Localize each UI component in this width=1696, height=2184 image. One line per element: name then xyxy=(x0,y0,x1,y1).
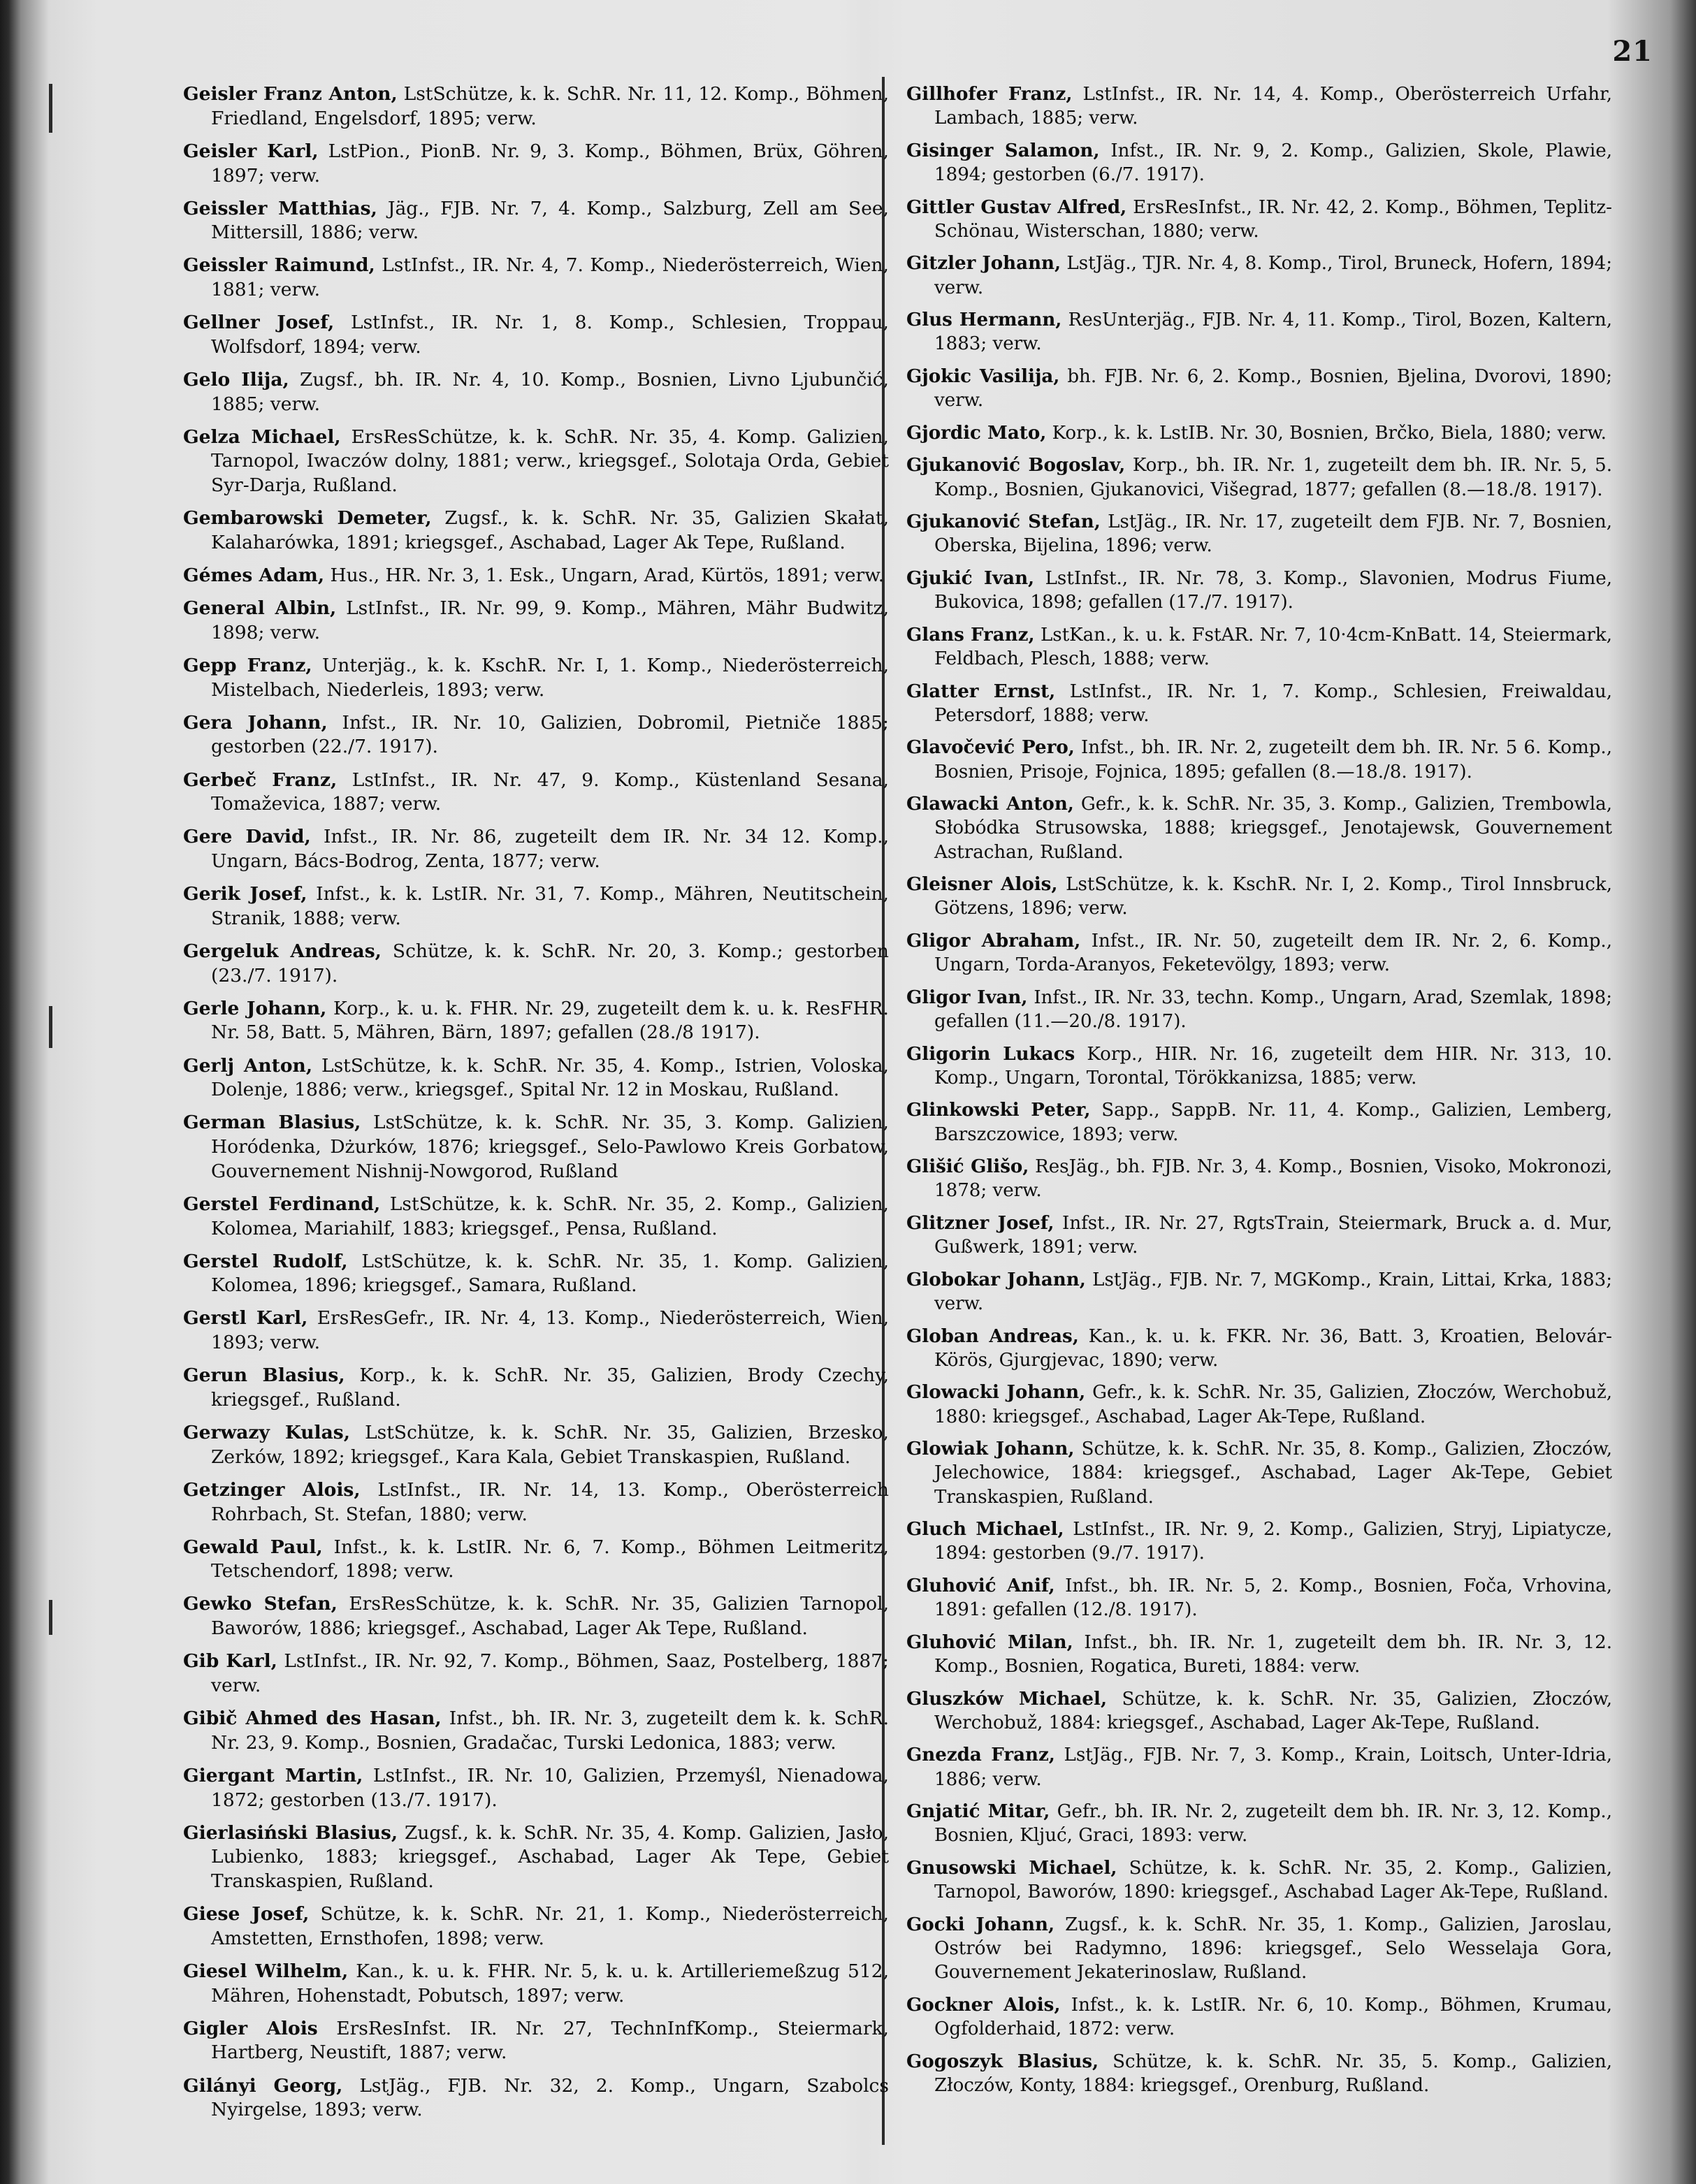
entry-name: Geissler Matthias, xyxy=(183,197,377,219)
register-entry xyxy=(906,929,1612,977)
entry-text xyxy=(183,1111,889,1184)
register-entry xyxy=(183,1250,889,1298)
register-entry xyxy=(906,1042,1612,1090)
entry-name: Giese Josef, xyxy=(183,1903,310,1925)
entry-name: Gleisner Alois, xyxy=(906,873,1058,896)
entry-text xyxy=(183,564,889,588)
entry-text xyxy=(906,82,1612,130)
entry-details: Kan., k. u. k. FKR. Nr. 36, Batt. 3, Kroatien, Belovár-Körös, Gjurgjevac, 1890; verw. xyxy=(934,1325,1612,1371)
entry-text xyxy=(183,254,889,302)
entry-details: Kan., k. u. k. FHR. Nr. 5, k. u. k. Artilleriemeßzug 512, Mähren, Hohenstadt, Pobutsch, 1897; verw. xyxy=(211,1960,889,2007)
entry-details: LstSchütze, k. k. SchR. Nr. 11, 12. Komp., Böhmen, Friedland, Engelsdorf, 1895; verw. xyxy=(211,83,889,129)
register-entry xyxy=(906,510,1612,558)
register-entry xyxy=(906,567,1612,614)
register-entry xyxy=(183,1364,889,1412)
entry-details: LstInfst., IR. Nr. 4, 7. Komp., Niederösterreich, Wien, 1881; verw. xyxy=(211,254,889,301)
register-entry xyxy=(906,1381,1612,1428)
entry-text xyxy=(183,1536,889,1584)
entry-text xyxy=(906,1856,1612,1904)
register-entry xyxy=(183,1650,889,1698)
register-entry xyxy=(906,623,1612,671)
entry-details: Zugsf., k. k. SchR. Nr. 35, 1. Komp., Galizien, Jaroslau, Ostrów bei Radymno, 1896: kriegsgef., Selo Wesselaja Gora, Gouvernement Jekaterinoslaw, Rußland. xyxy=(934,1914,1613,1983)
entry-details: Zugsf., k. k. SchR. Nr. 35, 4. Komp. Galizien, Jasło, Lubienko, 1883; kriegsgef., Aschabad, Lager Ak Tepe, Gebiet Transkaspien, Rußland. xyxy=(211,1821,889,1893)
register-entry xyxy=(183,1421,889,1469)
register-entry xyxy=(906,1743,1612,1791)
entry-name: Gluhović Anif, xyxy=(906,1574,1055,1596)
entry-text xyxy=(906,421,1612,445)
register-entry xyxy=(183,1960,889,2008)
register-entry xyxy=(183,1478,889,1527)
entry-details: LstSchütze, k. k. SchR. Nr. 35, 3. Komp. Galizien, Horódenka, Dżurków, 1876; kriegsgef., Selo-Pawlowo Kreis Gorbatow, Gouvernement Nishnij-Nowgorod, Rußland xyxy=(211,1112,889,1182)
register-entry xyxy=(183,1193,889,1241)
entry-name: Giergant Martin, xyxy=(183,1764,363,1786)
register-entry xyxy=(906,308,1612,356)
entry-name: Geisler Franz Anton, xyxy=(183,83,398,105)
entry-text xyxy=(183,1764,889,1812)
entry-text xyxy=(906,1155,1612,1202)
entry-text xyxy=(906,1098,1613,1146)
entry-name: Gilányi Georg, xyxy=(183,2074,343,2097)
entry-details: Schütze, k. k. SchR. Nr. 35, 5. Komp., Galizien, Złoczów, Konty, 1884: kriegsgef., Orenburg, Rußland. xyxy=(934,2051,1612,2096)
entry-details: LstSchütze, k. k. SchR. Nr. 35, 1. Komp. Galizien, Kolomea, 1896; kriegsgef., Samara, Rußland. xyxy=(211,1250,889,1297)
entry-text xyxy=(183,425,889,498)
entry-text xyxy=(906,986,1613,1033)
entry-details: Infst., IR. Nr. 33, techn. Komp., Ungarn, Arad, Szemlak, 1898; gefallen (11.—20./8. 1917). xyxy=(934,987,1613,1032)
entry-details: Infst., k. k. LstIR. Nr. 6, 7. Komp., Böhmen Leitmeritz, Tetschendorf, 1898; verw. xyxy=(211,1536,889,1582)
entry-name: Glawacki Anton, xyxy=(906,793,1074,815)
entry-text xyxy=(183,1960,889,2008)
entry-text xyxy=(183,769,889,817)
entry-text xyxy=(183,2074,889,2123)
entry-text xyxy=(183,882,889,931)
register-entry xyxy=(906,82,1612,130)
entry-text xyxy=(906,1913,1613,1985)
entry-text xyxy=(906,1325,1612,1372)
register-entry xyxy=(906,139,1612,187)
entry-text xyxy=(183,82,889,131)
register-entry xyxy=(183,197,889,245)
entry-details: ErsResInfst., IR. Nr. 42, 2. Komp., Böhmen, Teplitz-Schönau, Wisterschan, 1880; verw. xyxy=(934,196,1612,242)
entry-details: ResUnterjäg., FJB. Nr. 4, 11. Komp., Tirol, Bozen, Kaltern, 1883; verw. xyxy=(934,310,1612,355)
register-entry xyxy=(906,873,1612,920)
entry-name: German Blasius, xyxy=(183,1112,361,1134)
entry-name: Gierlasiński Blasius, xyxy=(183,1821,398,1844)
entry-text xyxy=(906,1631,1613,1678)
entry-name: Gnjatić Mitar, xyxy=(906,1800,1050,1823)
entry-text xyxy=(906,252,1612,299)
entry-details: Infst., bh. IR. Nr. 2, zugeteilt dem bh. IR. Nr. 5 6. Komp., Bosnien, Prisoje, Fojnica, 1895; gefallen (8.—18./8. 1917). xyxy=(934,737,1613,782)
entry-text xyxy=(183,1821,889,1894)
entry-text xyxy=(183,1250,889,1298)
entry-details: LstSchütze, k. k. SchR. Nr. 35, 2. Komp., Galizien, Kolomea, Mariahilf, 1883; kriegsgef., Pensa, Rußland. xyxy=(211,1193,889,1239)
entry-details: LstInfst., IR. Nr. 14, 4. Komp., Oberösterreich Urfahr, Lambach, 1885; verw. xyxy=(934,84,1612,129)
entry-text xyxy=(183,507,889,555)
register-entry xyxy=(906,1993,1612,2041)
entry-details: LstJäg., FJB. Nr. 7, MGKomp., Krain, Littai, Krka, 1883; verw. xyxy=(934,1269,1612,1314)
register-entry xyxy=(906,421,1612,445)
entry-details: Gefr., k. k. SchR. Nr. 35, 3. Komp., Galizien, Trembowla, Słobódka Strusowska, 1888; kriegsgef., Jenotajewsk, Gouvernement Astrachan, Rußland. xyxy=(934,794,1613,863)
entry-details: Korp., k. u. k. FHR. Nr. 29, zugeteilt dem k. u. k. ResFHR. Nr. 58, Batt. 5, Mähren, Bärn, 1897; gefallen (28./8 1917). xyxy=(211,997,889,1044)
entry-text xyxy=(183,654,889,702)
entry-text xyxy=(906,623,1612,671)
entry-text xyxy=(906,510,1612,558)
entry-name: Gelo Ilija, xyxy=(183,368,289,391)
entry-details: LstJäg., FJB. Nr. 7, 3. Komp., Krain, Loitsch, Unter-Idria, 1886; verw. xyxy=(934,1745,1613,1790)
entry-details: LstKan., k. u. k. FstAR. Nr. 7, 10·4cm-KnBatt. 14, Steiermark, Feldbach, Plesch, 1888; verw. xyxy=(934,624,1612,669)
entry-details: LstSchütze, k. k. SchR. Nr. 35, Galizien, Brzesko, Zerków, 1892; kriegsgef., Kara Kala, Gebiet Transkaspien, Rußland. xyxy=(211,1422,889,1468)
entry-details: LstSchütze, k. k. KschR. Nr. I, 2. Komp., Tirol Innsbruck, Götzens, 1896; verw. xyxy=(934,874,1612,919)
entry-name: Gjokic Vasilija, xyxy=(906,365,1060,387)
register-entry xyxy=(183,1111,889,1184)
entry-name: Glowiak Johann, xyxy=(906,1438,1075,1460)
entry-details: bh. FJB. Nr. 6, 2. Komp., Bosnien, Bjelina, Dvorovi, 1890; verw. xyxy=(934,365,1612,412)
entry-name: Gib Karl, xyxy=(183,1650,277,1673)
register-entry xyxy=(183,769,889,817)
entry-name: Gelza Michael, xyxy=(183,425,341,448)
entry-details: ResJäg., bh. FJB. Nr. 3, 4. Komp., Bosnien, Visoko, Mokronozi, 1878; verw. xyxy=(934,1156,1612,1202)
entry-name: Gisinger Salamon, xyxy=(906,139,1100,161)
register-entry xyxy=(183,1592,889,1640)
entry-details: LstInfst., IR. Nr. 47, 9. Komp., Küstenland Sesana, Tomaževica, 1887; verw. xyxy=(211,769,889,815)
entry-name: Glatter Ernst, xyxy=(906,680,1056,702)
entry-details: LstInfst., IR. Nr. 1, 8. Komp., Schlesien, Troppau, Wolfsdorf, 1894; verw. xyxy=(211,312,889,358)
entry-text xyxy=(906,1800,1613,1847)
register-entry xyxy=(183,997,889,1045)
entry-text xyxy=(906,929,1612,977)
entry-text xyxy=(183,1193,889,1241)
entry-text xyxy=(906,2050,1612,2097)
entry-name: Gerle Johann, xyxy=(183,997,327,1019)
register-entry xyxy=(183,2017,889,2065)
register-entry xyxy=(183,654,889,702)
entry-details: Korp., HIR. Nr. 16, zugeteilt dem HIR. Nr. 313, 10. Komp., Ungarn, Torontal, Törökkanizsa, 1885; verw. xyxy=(934,1043,1613,1089)
register-entry xyxy=(906,1098,1612,1146)
entry-name: Gémes Adam, xyxy=(183,565,325,587)
register-entry xyxy=(183,1764,889,1812)
entry-details: Infst., k. k. LstIR. Nr. 6, 10. Komp., Böhmen, Krumau, Ogfolderhaid, 1872: verw. xyxy=(934,1994,1612,2039)
entry-name: Gerbeč Franz, xyxy=(183,769,338,791)
entry-text xyxy=(906,1381,1613,1428)
entry-name: Gocki Johann, xyxy=(906,1913,1055,1935)
entry-text xyxy=(906,1743,1613,1791)
entry-name: Gitzler Johann, xyxy=(906,252,1061,275)
register-entry xyxy=(183,507,889,555)
entry-details: Zugsf., k. k. SchR. Nr. 35, Galizien Skałat, Kalaharówka, 1891; kriegsgef., Aschabad, Lager Ak Tepe, Rußland. xyxy=(211,507,889,553)
entry-name: Gerstl Karl, xyxy=(183,1307,308,1330)
entry-details: Infst., IR. Nr. 10, Galizien, Dobromil, Pietniče 1885; gestorben (22./7. 1917). xyxy=(211,711,889,758)
register-entry xyxy=(183,597,889,645)
entry-name: Glitzner Josef, xyxy=(906,1211,1054,1234)
register-entry xyxy=(906,365,1612,412)
entry-name: Gibič Ahmed des Hasan, xyxy=(183,1708,442,1730)
register-entry xyxy=(183,82,889,131)
entry-details: Hus., HR. Nr. 3, 1. Esk., Ungarn, Arad, Kürtös, 1891; verw. xyxy=(330,565,885,587)
entry-name: Glinkowski Peter, xyxy=(906,1099,1091,1121)
entry-details: LstInfst., IR. Nr. 1, 7. Komp., Schlesien, Freiwaldau, Petersdorf, 1888; verw. xyxy=(934,680,1613,726)
entry-name: Gerlj Anton, xyxy=(183,1054,313,1077)
entry-name: Gellner Josef, xyxy=(183,312,335,334)
left-column xyxy=(183,82,889,2131)
entry-text xyxy=(183,140,889,188)
register-entry xyxy=(906,1913,1612,1985)
register-entry xyxy=(183,882,889,931)
entry-details: Schütze, k. k. SchR. Nr. 35, Galizien, Złoczów, Werchobuž, 1884: kriegsgef., Aschabad, Lager Ak-Tepe, Rußland. xyxy=(934,1688,1612,1733)
entry-text xyxy=(183,940,889,988)
entry-name: Gera Johann, xyxy=(183,711,328,734)
entry-text xyxy=(183,597,889,645)
binding-edge-mark xyxy=(49,1600,52,1635)
entry-name: Gerun Blasius, xyxy=(183,1364,345,1387)
entry-name: Gerwazy Kulas, xyxy=(183,1422,350,1444)
entry-name: Glus Hermann, xyxy=(906,309,1062,331)
entry-text xyxy=(906,139,1613,187)
entry-details: Zugsf., bh. IR. Nr. 4, 10. Komp., Bosnien, Livno Ljubunčić, 1885; verw. xyxy=(211,368,889,415)
right-column xyxy=(906,82,1612,2106)
entry-name: Gluszków Michael, xyxy=(906,1687,1108,1710)
entry-name: Gittler Gustav Alfred, xyxy=(906,196,1127,218)
entry-text xyxy=(183,1054,889,1102)
entry-details: ErsResSchütze, k. k. SchR. Nr. 35, 4. Komp. Galizien, Tarnopol, Iwaczów dolny, 1881; verw., kriegsgef., Solotaja Orda, Gebiet Syr-Darja, Rußland. xyxy=(211,425,889,497)
entry-details: Gefr., bh. IR. Nr. 2, zugeteilt dem bh. IR. Nr. 3, 12. Komp., Bosnien, Kljuć, Graci, 1893: verw. xyxy=(934,1801,1613,1847)
entry-name: Gnezda Franz, xyxy=(906,1744,1055,1766)
entry-name: Glowacki Johann, xyxy=(906,1381,1086,1404)
entry-name: Gluch Michael, xyxy=(906,1518,1064,1541)
entry-details: LstJäg., IR. Nr. 17, zugeteilt dem FJB. Nr. 7, Bosnien, Oberska, Bijelina, 1896; verw. xyxy=(934,511,1612,557)
register-entry xyxy=(906,1325,1612,1372)
entry-name: Gligor Ivan, xyxy=(906,986,1028,1008)
entry-text xyxy=(183,711,889,759)
entry-text xyxy=(183,825,889,873)
register-entry xyxy=(183,2074,889,2123)
entry-details: Korp., bh. IR. Nr. 1, zugeteilt dem bh. IR. Nr. 5, 5. Komp., Bosnien, Gjukanovici, Višegrad, 1877; gefallen (8.—18./8. 1917). xyxy=(934,455,1612,500)
register-entry xyxy=(906,1268,1612,1316)
register-entry xyxy=(183,1902,889,1951)
entry-text xyxy=(906,736,1613,783)
register-entry xyxy=(906,252,1612,299)
entry-details: Infst., IR. Nr. 50, zugeteilt dem IR. Nr. 2, 6. Komp., Ungarn, Torda-Aranyos, Feketevölgy, 1893; verw. xyxy=(934,930,1612,976)
register-entry xyxy=(906,1574,1612,1622)
entry-name: Globokar Johann, xyxy=(906,1268,1086,1290)
entry-text xyxy=(183,1421,889,1469)
register-entry xyxy=(906,1437,1612,1509)
entry-text xyxy=(183,311,889,359)
entry-text xyxy=(906,1437,1612,1509)
entry-details: Infst., k. k. LstIR. Nr. 31, 7. Komp., Mähren, Neutitschein, Stranik, 1888; verw. xyxy=(211,883,889,929)
binding-edge-mark xyxy=(49,84,52,133)
register-entry xyxy=(906,736,1612,783)
entry-details: LstInfst., IR. Nr. 92, 7. Komp., Böhmen, Saaz, Postelberg, 1887; verw. xyxy=(211,1650,889,1696)
entry-details: Sapp., SappB. Nr. 11, 4. Komp., Galizien, Lemberg, Barszczowice, 1893; verw. xyxy=(934,1100,1613,1145)
entry-name: Gerik Josef, xyxy=(183,883,307,905)
entry-name: Globan Andreas, xyxy=(906,1325,1079,1347)
entry-text xyxy=(906,873,1612,920)
entry-name: Glišić Glišo, xyxy=(906,1156,1029,1178)
entry-text xyxy=(183,197,889,245)
entry-text xyxy=(906,1268,1612,1316)
register-entry xyxy=(183,1536,889,1584)
entry-name: Gjukić Ivan, xyxy=(906,567,1035,589)
entry-details: LstSchütze, k. k. SchR. Nr. 35, 4. Komp., Istrien, Voloska, Dolenje, 1886; verw., kriegsgef., Spital Nr. 12 in Moskau, Rußland. xyxy=(211,1054,889,1101)
entry-text xyxy=(906,1211,1613,1259)
entry-text xyxy=(183,1478,889,1527)
entry-details: Schütze, k. k. SchR. Nr. 21, 1. Komp., Niederösterreich, Amstetten, Ernsthofen, 1898; verw. xyxy=(211,1903,889,1949)
entry-text xyxy=(183,997,889,1045)
entry-text xyxy=(906,453,1612,501)
entry-text xyxy=(183,1364,889,1412)
entry-text xyxy=(906,680,1613,727)
entry-details: ErsResSchütze, k. k. SchR. Nr. 35, Galizien Tarnopol, Baworów, 1886; kriegsgef., Aschabad, Lager Ak Tepe, Rußland. xyxy=(211,1593,889,1640)
register-entry xyxy=(906,453,1612,501)
entry-details: ErsResInfst. IR. Nr. 27, TechnInfKomp., Steiermark, Hartberg, Neustift, 1887; verw. xyxy=(211,2017,889,2064)
entry-name: Getzinger Alois, xyxy=(183,1478,361,1501)
entry-details: LstJäg., TJR. Nr. 4, 8. Komp., Tirol, Bruneck, Hofern, 1894; verw. xyxy=(934,253,1612,298)
entry-name: General Albin, xyxy=(183,597,337,620)
register-entry xyxy=(183,1707,889,1755)
entry-name: Gjordic Mato, xyxy=(906,421,1047,444)
entry-text xyxy=(183,2017,889,2065)
register-entry xyxy=(906,680,1612,727)
entry-details: ErsResGefr., IR. Nr. 4, 13. Komp., Niederösterreich, Wien, 1893; verw. xyxy=(211,1307,889,1354)
entry-details: LstPion., PionB. Nr. 9, 3. Komp., Böhmen, Brüx, Göhren, 1897; verw. xyxy=(211,140,889,187)
entry-name: Gerstel Rudolf, xyxy=(183,1250,348,1272)
register-entry xyxy=(183,825,889,873)
entry-name: Gogoszyk Blasius, xyxy=(906,2050,1099,2072)
register-entry xyxy=(183,425,889,498)
entry-details: Gefr., k. k. SchR. Nr. 35, Galizien, Złoczów, Werchobuž, 1880: kriegsgef., Aschabad, Lager Ak-Tepe, Rußland. xyxy=(934,1382,1613,1427)
entry-details: Jäg., FJB. Nr. 7, 4. Komp., Salzburg, Zell am See, Mittersill, 1886; verw. xyxy=(211,197,889,244)
register-entry xyxy=(183,1821,889,1894)
entry-name: Gjukanović Bogoslav, xyxy=(906,454,1126,476)
entry-details: LstInfst., IR. Nr. 9, 2. Komp., Galizien, Stryj, Lipiatycze, 1894: gestorben (9./7. 1917). xyxy=(934,1519,1613,1564)
entry-text xyxy=(183,1707,889,1755)
entry-details: LstInfst., IR. Nr. 14, 13. Komp., Oberösterreich Rohrbach, St. Stefan, 1880; verw. xyxy=(211,1478,889,1525)
register-entry xyxy=(906,1517,1612,1565)
entry-text xyxy=(906,1993,1612,2041)
register-entry xyxy=(906,1155,1612,1202)
entry-name: Gligor Abraham, xyxy=(906,929,1081,952)
register-entry xyxy=(183,140,889,188)
entry-name: Gligorin Lukacs xyxy=(906,1042,1075,1065)
register-entry xyxy=(183,564,889,588)
register-entry xyxy=(906,196,1612,243)
entry-text xyxy=(906,792,1613,864)
entry-details: Unterjäg., k. k. KschR. Nr. I, 1. Komp., Niederösterreich, Mistelbach, Niederleis, 1893; verw. xyxy=(211,654,889,701)
entry-details: Schütze, k. k. SchR. Nr. 20, 3. Komp.; gestorben (23./7. 1917). xyxy=(211,940,889,987)
entry-text xyxy=(906,365,1612,412)
register-entry xyxy=(906,1687,1612,1735)
entry-text xyxy=(906,196,1612,243)
entry-text xyxy=(183,1592,889,1640)
entry-name: Gockner Alois, xyxy=(906,1993,1061,2016)
entry-name: Geisler Karl, xyxy=(183,140,319,162)
entry-text xyxy=(183,368,889,416)
entry-text xyxy=(906,308,1612,356)
register-entry xyxy=(183,711,889,759)
entry-details: Schütze, k. k. SchR. Nr. 35, 2. Komp., Galizien, Tarnopol, Baworów, 1890: kriegsgef., Aschabad Lager Ak-Tepe, Rußland. xyxy=(934,1857,1612,1903)
entry-text xyxy=(906,1042,1613,1090)
entry-text xyxy=(906,1574,1612,1622)
register-entry xyxy=(906,1631,1612,1678)
entry-text xyxy=(906,1687,1612,1735)
entry-name: Geissler Raimund, xyxy=(183,254,375,277)
entry-name: Gergeluk Andreas, xyxy=(183,940,382,962)
entry-name: Gluhović Milan, xyxy=(906,1631,1073,1653)
entry-text xyxy=(906,1517,1613,1565)
register-entry xyxy=(183,254,889,302)
register-entry xyxy=(183,940,889,988)
entry-details: Infst., IR. Nr. 27, RgtsTrain, Steiermark, Bruck a. d. Mur, Gußwerk, 1891; verw. xyxy=(934,1212,1613,1258)
register-entry xyxy=(183,368,889,416)
entry-name: Gerstel Ferdinand, xyxy=(183,1193,381,1215)
entry-name: Gnusowski Michael, xyxy=(906,1856,1117,1879)
binding-edge-mark xyxy=(49,1006,52,1048)
entry-details: LstInfst., IR. Nr. 99, 9. Komp., Mähren, Mähr Budwitz, 1898; verw. xyxy=(211,597,889,643)
entry-name: Gjukanović Stefan, xyxy=(906,511,1101,533)
entry-text xyxy=(183,1306,889,1355)
entry-text xyxy=(906,567,1613,614)
entry-name: Glans Franz, xyxy=(906,623,1035,646)
entry-name: Gere David, xyxy=(183,826,311,848)
entry-details: Infst., bh. IR. Nr. 5, 2. Komp., Bosnien, Foča, Vrhovina, 1891: gefallen (12./8. 1917). xyxy=(934,1575,1612,1621)
entry-text xyxy=(183,1902,889,1951)
register-entry xyxy=(183,311,889,359)
register-entry xyxy=(906,1856,1612,1904)
entry-details: Infst., bh. IR. Nr. 3, zugeteilt dem k. k. SchR. Nr. 23, 9. Komp., Bosnien, Gradačac, Turski Ledonica, 1883; verw. xyxy=(211,1708,889,1754)
entry-name: Gepp Franz, xyxy=(183,654,312,676)
entry-details: LstJäg., FJB. Nr. 32, 2. Komp., Ungarn, Szabolcs Nyirgelse, 1893; verw. xyxy=(211,2074,889,2121)
entry-name: Gewald Paul, xyxy=(183,1536,323,1558)
entry-name: Gigler Alois xyxy=(183,2017,318,2039)
register-entry xyxy=(906,986,1612,1033)
entry-text xyxy=(183,1650,889,1698)
entry-details: Korp., k. k. SchR. Nr. 35, Galizien, Brody Czechy, kriegsgef., Rußland. xyxy=(211,1364,889,1411)
entry-details: Infst., IR. Nr. 9, 2. Komp., Galizien, Skole, Plawie, 1894; gestorben (6./7. 1917). xyxy=(934,140,1613,185)
entry-details: Infst., bh. IR. Nr. 1, zugeteilt dem bh. IR. Nr. 3, 12. Komp., Bosnien, Rogatica, Bureti, 1884: verw. xyxy=(934,1631,1613,1677)
entry-name: Gewko Stefan, xyxy=(183,1593,338,1615)
register-entry xyxy=(183,1306,889,1355)
entry-name: Gillhofer Franz, xyxy=(906,83,1073,105)
page-number: 21 xyxy=(1612,35,1653,68)
register-entry xyxy=(906,1800,1612,1847)
entry-name: Glavočević Pero, xyxy=(906,736,1075,759)
entry-details: Schütze, k. k. SchR. Nr. 35, 8. Komp., Galizien, Złoczów, Jelechowice, 1884: kriegsgef., Aschabad, Lager Ak-Tepe, Gebiet Transkaspien, Rußland. xyxy=(934,1439,1612,1508)
entry-details: LstInfst., IR. Nr. 10, Galizien, Przemyśl, Nienadowa, 1872; gestorben (13./7. 1917). xyxy=(211,1764,889,1811)
entry-details: Korp., k. k. LstIB. Nr. 30, Bosnien, Brčko, Biela, 1880; verw. xyxy=(1052,422,1607,444)
entry-details: LstInfst., IR. Nr. 78, 3. Komp., Slavonien, Modrus Fiume, Bukovica, 1898; gefallen (17./7. 1917). xyxy=(934,567,1613,613)
entry-details: Infst., IR. Nr. 86, zugeteilt dem IR. Nr. 34 12. Komp., Ungarn, Bács-Bodrog, Zenta, 1877; verw. xyxy=(211,826,889,873)
register-entry xyxy=(906,792,1612,864)
register-entry xyxy=(906,2050,1612,2097)
entry-name: Gembarowski Demeter, xyxy=(183,507,432,530)
register-entry xyxy=(183,1054,889,1102)
register-entry xyxy=(906,1211,1612,1259)
entry-name: Giesel Wilhelm, xyxy=(183,1960,349,1982)
